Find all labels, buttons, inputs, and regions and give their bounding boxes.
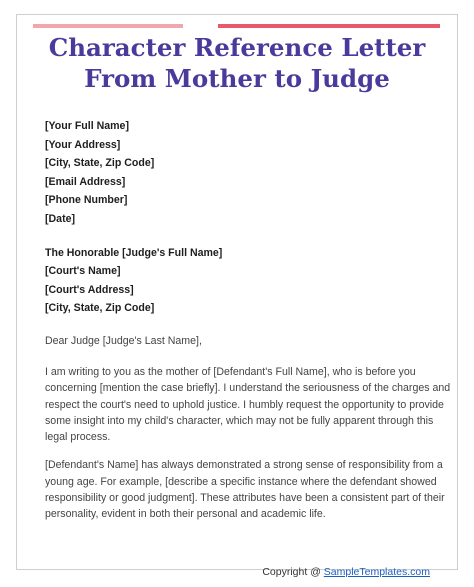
- paragraph-line: respect the court's need to uphold justice. I humbly request the opportunity to provide: [45, 398, 444, 411]
- paragraph-line: [Defendant's Name] has always demonstrated a strong sense of responsibility from a: [45, 459, 443, 472]
- recipient-city-state-zip: [City, State, Zip Code]: [45, 302, 155, 315]
- copyright-footer: [262, 566, 430, 578]
- letter-body: [45, 117, 451, 535]
- recipient-court-address: [Court's Address]: [45, 283, 134, 296]
- paragraph-line: I am writing to you as the mother of [Defendant's Full Name], who is before you: [45, 365, 416, 378]
- recipient-block: [45, 244, 440, 318]
- paragraph-1: [45, 364, 451, 445]
- sender-email: [Email Address]: [45, 175, 126, 188]
- sender-block: [45, 117, 440, 229]
- salutation: Dear Judge [Judge's Last Name],: [45, 334, 202, 347]
- copyright-prefix: Copyright @: [262, 566, 324, 578]
- recipient-court-name: [Court's Name]: [45, 265, 121, 278]
- decorative-header-bars: [33, 24, 440, 28]
- sender-phone: [Phone Number]: [45, 194, 128, 207]
- title-line-1: Character Reference Letter: [48, 33, 426, 62]
- recipient-judge-name: The Honorable [Judge's Full Name]: [45, 246, 223, 259]
- paragraph-line: concerning [mention the case briefly]. I understand the seriousness of the charges and: [45, 382, 451, 395]
- paragraph-line: young age. For example, [describe a specific instance where the defendant showed: [45, 475, 437, 488]
- paragraph-line: legal process.: [45, 431, 111, 444]
- document-title: [20, 32, 454, 94]
- accent-bar-light: [33, 24, 183, 28]
- sender-full-name: [Your Full Name]: [45, 120, 129, 132]
- sender-address: [Your Address]: [45, 138, 121, 151]
- title-line-2: From Mother to Judge: [84, 64, 390, 93]
- paragraph-line: some insight into my child's character, which may not be fully apparent through this: [45, 414, 434, 427]
- sender-date: [Date]: [45, 212, 76, 225]
- paragraph-2: [45, 457, 445, 522]
- accent-bar-dark: [218, 24, 440, 28]
- paragraph-line: personality, evident in both their personal and academic life.: [45, 508, 326, 521]
- paragraph-line: responsibility or good judgment]. These attributes have been a consistent part of their: [45, 492, 445, 505]
- sender-city-state-zip: [City, State, Zip Code]: [45, 157, 155, 170]
- sample-templates-link[interactable]: SampleTemplates.com: [323, 566, 430, 578]
